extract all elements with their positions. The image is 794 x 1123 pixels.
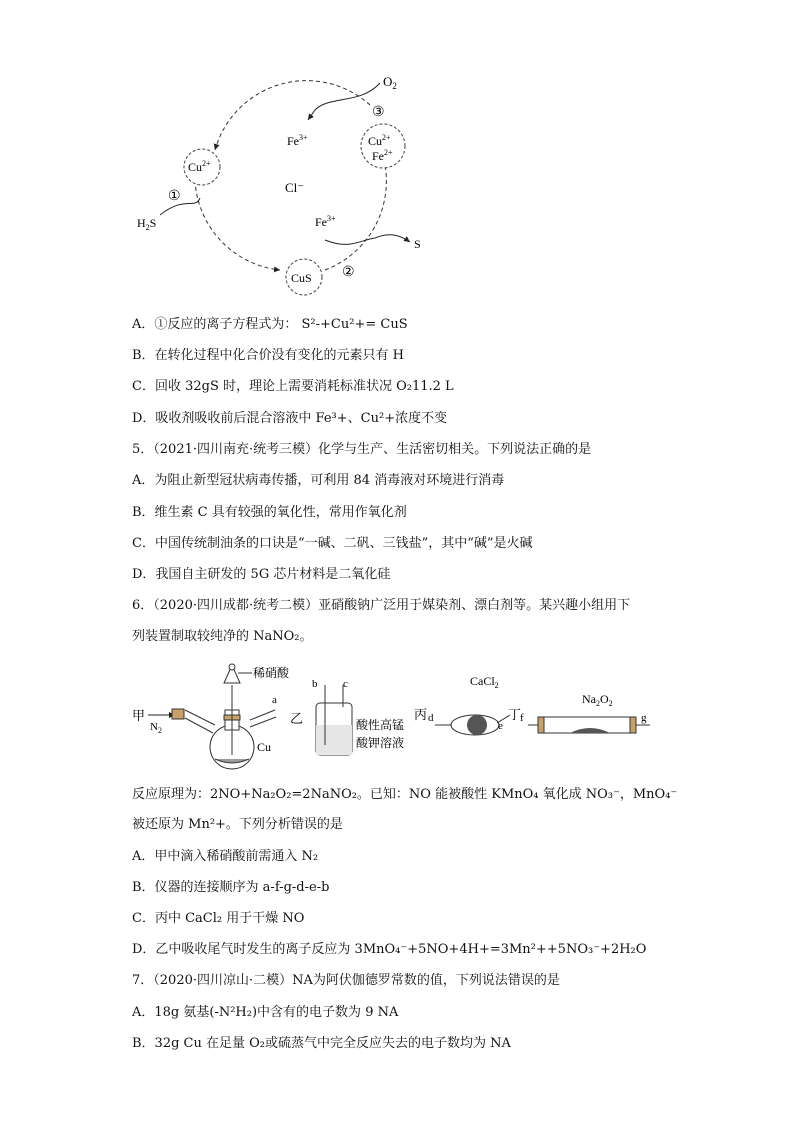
step1-label: ① [168,189,181,204]
ding-label: 丁 [508,707,522,722]
jia-label: 甲 [132,708,146,723]
cl-label: Cl⁻ [285,180,305,195]
kmno4-label-2: 酸钾溶液 [356,736,405,750]
d-label: d [428,712,434,724]
cu-label: Cu [257,740,272,754]
cu2-left-label: $Cu^{2+}$ [188,159,211,174]
q6-principle-line1: 反应原理为：2NO+Na₂O₂=2NaNO₂。已知：NO 能被酸性 KMnO₄ 氧化成 NO₃⁻，MnO₄⁻ [132,787,678,802]
c-label: c [343,678,348,690]
q5-option-d: D．我国自主研发的 5G 芯片材料是二氧化硅 [132,567,391,582]
kmno4-label-1: 酸性高锰 [356,718,405,732]
a-label: a [272,694,277,706]
fe2-right-label: $Fe^{2+}$ [372,148,393,163]
na2o2-label: $Na_2O_2$ [582,692,613,708]
s-label: S [414,237,421,251]
h2s-label: $H_2S$ [137,216,157,232]
q6-stem-line2: 列装置制取较纯净的 NaNO₂。 [132,629,313,644]
q5-stem: 5．（2021·四川南充·统考三模）化学与生产、生活密切相关。下列说法正确的是 [132,442,592,457]
cus-label: CuS [291,271,312,285]
q6-option-c: C．丙中 CaCl₂ 用于干燥 NO [132,911,305,926]
g-label: g [641,712,647,724]
fe3-top-label: $Fe^{3+}$ [287,133,308,148]
q7-option-a: A．18g 氨基(-N²H₂)中含有的电子数为 9 NA [132,1005,399,1020]
e-label: e [498,720,503,732]
step3-label: ③ [372,105,385,120]
fe3-bottom-label: $Fe^{3+}$ [315,214,336,229]
b-label: b [312,678,318,690]
acid-label: 稀硝酸 [253,666,290,680]
cacl2-label: CaCl$_2$ [470,674,499,690]
o2-label: $O_2$ [383,74,397,91]
n2-label: $N_2$ [150,721,162,735]
q6-stem-line1: 6．（2020·四川成都·统考二模）亚硝酸钠广泛用于媒染剂、漂白剂等。某兴趣小组用下 [132,598,631,613]
q4-option-a: A．①反应的离子方程式为： S²-+Cu²+= CuS [132,317,408,332]
q7-stem: 7．（2020·四川凉山·二模）NA为阿伏伽德罗常数的值，下列说法错误的是 [132,973,560,988]
reaction-cycle-diagram [0,0,794,310]
q4-option-b: B．在转化过程中化合价没有变化的元素只有 H [132,348,405,363]
q5-option-c: C．中国传统制油条的口诀是“一碱、二矾、三钱盐”，其中“碱”是火碱 [132,536,533,551]
q6-principle-line2: 被还原为 Mn²+。下列分析错误的是 [132,817,343,832]
q6-option-a: A．甲中滴入稀硝酸前需通入 N₂ [132,849,319,864]
cu2-right-label: $Cu^{2+}$ [368,133,391,148]
q7-option-b: B．32g Cu 在足量 O₂或硫蒸气中完全反应失去的电子数均为 NA [132,1036,511,1051]
q4-option-c: C．回收 32gS 时，理论上需要消耗标准状况 O₂11.2 L [132,379,454,394]
q6-option-d: D．乙中吸收尾气时发生的离子反应为 3MnO₄⁻+5NO+4H+=3Mn²++5NO₃⁻+2H₂O [132,942,647,957]
q5-option-b: B．维生素 C 具有较强的氧化性，常用作氧化剂 [132,505,407,520]
yi-label: 乙 [290,711,304,726]
step2-label: ② [342,265,355,280]
q5-option-a: A．为阻止新型冠状病毒传播，可利用 84 消毒液对环境进行消毒 [132,473,505,488]
q4-option-d: D．吸收剂吸收前后混合溶液中 Fe³+、Cu²+浓度不变 [132,411,448,426]
q6-option-b: B．仪器的连接顺序为 a-f-g-d-e-b [132,880,330,895]
f-label: f [520,712,524,724]
bing-label: 丙 [414,707,428,722]
apparatus-diagram [0,655,794,775]
